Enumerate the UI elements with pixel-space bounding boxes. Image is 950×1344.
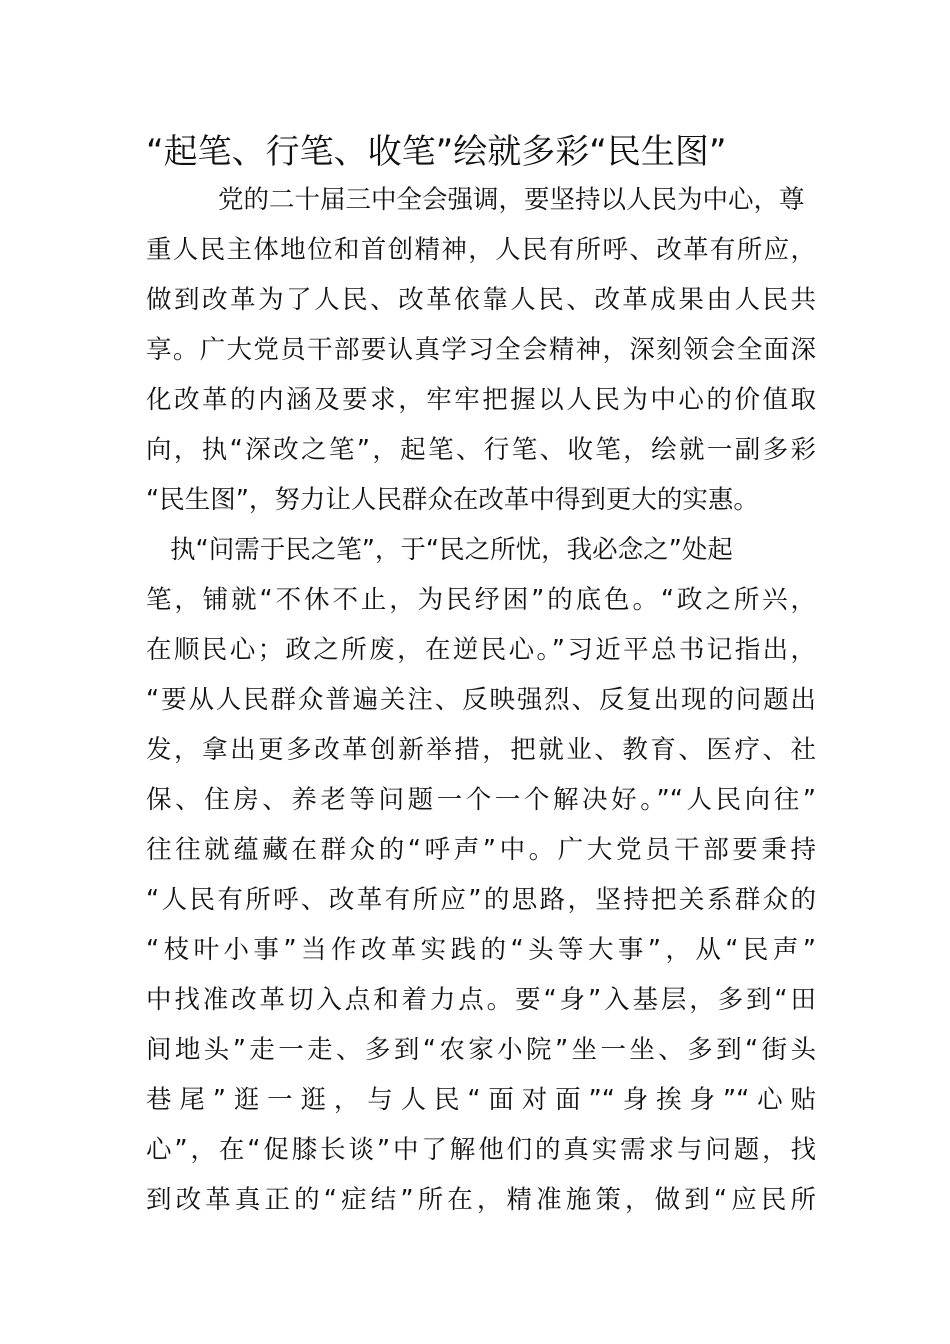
- document-title: “起笔、行笔、收笔”绘就多彩“民生图”: [146, 132, 727, 172]
- paragraph-line: 笔，铺就“不休不止，为民纾困”的底色。“政之所兴，: [146, 585, 816, 615]
- paragraph-line: 心”，在“促膝长谈”中了解他们的真实需求与问题，找: [146, 1135, 816, 1165]
- paragraph-line: 发，拿出更多改革创新举措，把就业、教育、医疗、社: [146, 735, 816, 765]
- paragraph-line: 保、住房、养老等问题一个一个解决好。”“人民向往”: [146, 785, 816, 815]
- paragraph-line: 向，执“深改之笔”，起笔、行笔、收笔，绘就一副多彩: [146, 435, 816, 465]
- paragraph-line: 巷尾”逛一逛，与人民“面对面”“身挨身”“心贴: [146, 1085, 816, 1115]
- paragraph-line: 党的二十届三中全会强调，要坚持以人民为中心，尊: [218, 185, 805, 215]
- paragraph-line: 化改革的内涵及要求，牢牢把握以人民为中心的价值取: [146, 385, 816, 415]
- paragraph-line: 往往就蕴藏在群众的“呼声”中。广大党员干部要秉持: [146, 835, 816, 865]
- paragraph-line: 做到改革为了人民、改革依靠人民、改革成果由人民共: [146, 285, 816, 315]
- paragraph-line: 到改革真正的“症结”所在，精准施策，做到“应民所: [146, 1185, 816, 1215]
- paragraph-line: 中找准改革切入点和着力点。要“身”入基层，多到“田: [146, 985, 816, 1015]
- paragraph-line: 执“问需于民之笔”，于“民之所忧，我必念之”处起: [170, 535, 733, 565]
- paragraph-line: “人民有所呼、改革有所应”的思路，坚持把关系群众的: [146, 885, 816, 915]
- paragraph-line: 间地头”走一走、多到“农家小院”坐一坐、多到“街头: [146, 1035, 816, 1065]
- paragraph-line: “民生图”，努力让人民群众在改革中得到更大的实惠。: [146, 485, 759, 515]
- paragraph-line: 在顺民心；政之所废，在逆民心。”习近平总书记指出，: [146, 635, 816, 665]
- paragraph-line: “枝叶小事”当作改革实践的“头等大事”，从“民声”: [146, 935, 816, 965]
- paragraph-line: 享。广大党员干部要认真学习全会精神，深刻领会全面深: [146, 335, 816, 365]
- paragraph-line: 重人民主体地位和首创精神，人民有所呼、改革有所应，: [146, 235, 816, 265]
- paragraph-line: “要从人民群众普遍关注、反映强烈、反复出现的问题出: [146, 685, 816, 715]
